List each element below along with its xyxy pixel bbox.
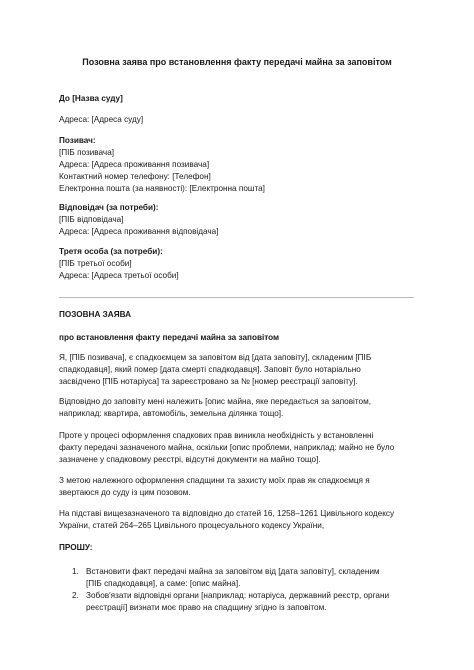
paragraph-line: Проте у процесі оформлення спадкових прав виникла необхідність у встановленні	[59, 431, 374, 440]
paragraph-1	[59, 352, 421, 388]
list-item-number: 1.	[72, 567, 79, 576]
paragraph-4	[59, 475, 421, 499]
paragraph-line: З метою належного оформлення спадщини та захисту моїх прав як спадкоємця я	[59, 476, 370, 485]
plaintiff-phone: Контактний номер телефону: [Телефон]	[59, 172, 211, 181]
claim-subheading: про встановлення факту передачі майна за заповітом	[59, 333, 280, 342]
request-heading: ПРОШУ:	[59, 543, 93, 552]
plaintiff-address: Адреса: [Адреса проживання позивача]	[59, 160, 210, 169]
third-party-block	[59, 246, 419, 282]
plaintiff-block	[59, 135, 419, 195]
list-item-line: Встановити факт передачі майна за заповітом від [дата заповіту], складеним	[86, 567, 380, 576]
plaintiff-email: Електронна пошта (за наявності): [Електронна пошта]	[59, 184, 265, 193]
court-to-line: До [Назва суду]	[59, 94, 123, 103]
plaintiff-name: [ПІБ позивача]	[59, 148, 115, 157]
list-item-line: [ПІБ спадкодавця], а саме: [опис майна].	[86, 579, 241, 588]
paragraph-2	[59, 396, 421, 420]
paragraph-line: Я, [ПІБ позивача], є спадкоємцем за заповітом від [дата заповіту], складеним [ПІБ	[59, 353, 372, 362]
paragraph-line: факту передачі зазначеного майна, оскільки [опис проблеми, наприклад: майно не було	[59, 443, 395, 452]
paragraph-5	[59, 508, 421, 532]
paragraph-line: На підставі вищезазначеного та відповідно до статей 16, 1258–1261 Цивільного кодексу	[59, 509, 395, 518]
document-title: Позовна заява про встановлення факту передачі майна за заповітом	[82, 57, 392, 67]
paragraph-line: зазначене у спадковому реєстрі, відсутні документи на майно тощо].	[59, 455, 321, 464]
defendant-heading: Відповідач (за потреби):	[59, 203, 159, 212]
defendant-name: [ПІБ відповідача]	[59, 215, 124, 224]
third-party-name: [ПІБ третьої особи]	[59, 259, 132, 268]
paragraph-line: України, статей 264–265 Цивільного процесуального кодексу України,	[59, 521, 325, 530]
list-item-text	[86, 566, 380, 590]
paragraph-line: засвідчено [ПІБ нотаріуса] та зареєстровано за № [номер реєстрації заповіту].	[59, 377, 358, 386]
court-address: Адреса: [Адреса суду]	[59, 115, 144, 124]
paragraph-3	[59, 430, 421, 466]
list-item-line: Зобов'язати відповідні органи [наприклад: нотаріуса, державний реєстр, органи	[86, 591, 390, 600]
claim-heading: ПОЗОВНА ЗАЯВА	[59, 310, 131, 319]
paragraph-line: наприклад: квартира, автомобіль, земельна ділянка тощо].	[59, 409, 284, 418]
list-item-line: реєстрації] визнати моє право на спадщину згідно із заповітом.	[86, 603, 327, 612]
paragraph-line: Відповідно до заповіту мені належить [опис майна, яке передається за заповітом,	[59, 397, 371, 406]
defendant-block	[59, 202, 419, 238]
paragraph-line: спадкодавця], який помер [дата смерті спадкодавця]. Заповіт було нотаріально	[59, 365, 361, 374]
list-item-number: 2.	[72, 591, 79, 600]
paragraph-line: звертаюся до суду із цим позовом.	[59, 488, 191, 497]
court-block	[59, 93, 419, 126]
plaintiff-heading: Позивач:	[59, 136, 96, 145]
defendant-address: Адреса: [Адреса проживання відповідача]	[59, 227, 219, 236]
third-party-heading: Третя особа (за потреби):	[59, 247, 163, 256]
horizontal-divider	[59, 297, 414, 298]
list-item-text	[86, 590, 389, 614]
third-party-address: Адреса: [Адреса третьої особи]	[59, 271, 179, 280]
